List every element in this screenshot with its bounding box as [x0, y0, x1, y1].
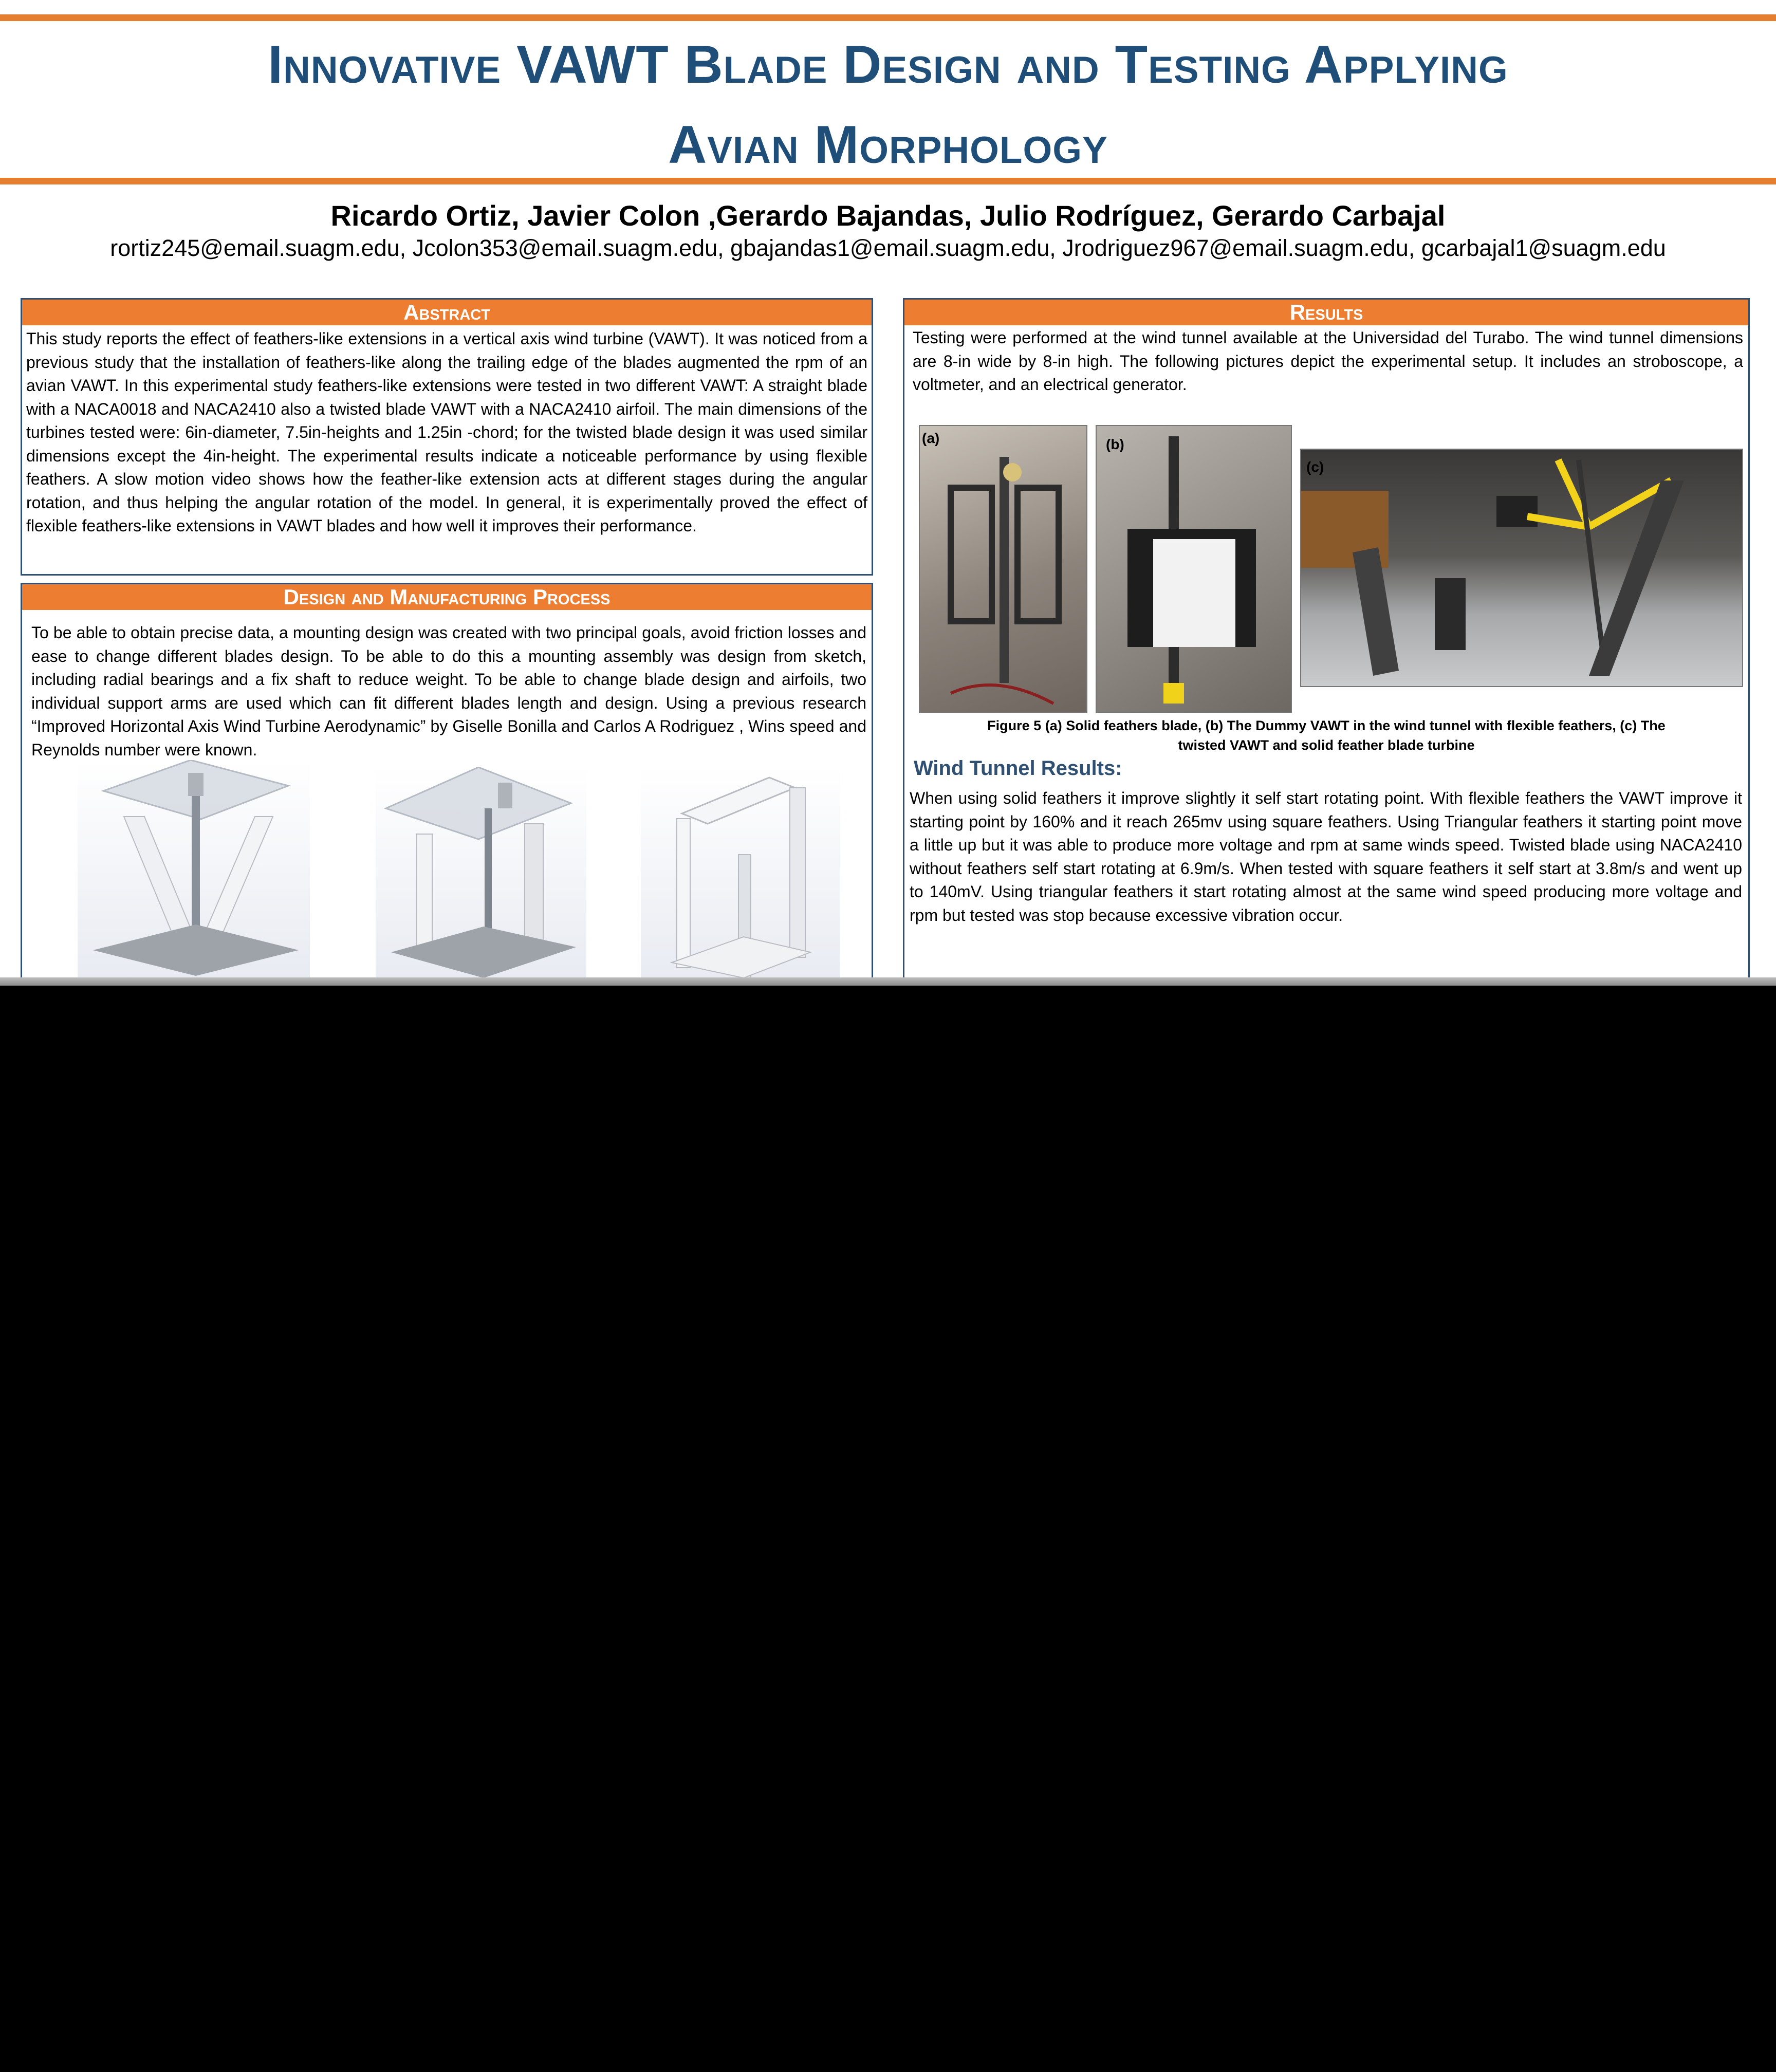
- photo-c-twisted-vawt: [1300, 449, 1743, 687]
- cad-render-dummy-vawt: [376, 767, 586, 981]
- screen-divider-strip: [0, 977, 1776, 986]
- results-panel: [903, 298, 1750, 982]
- design-panel: [21, 583, 873, 982]
- title-line-1: Innovative VAWT Blade Design and Testing Applying: [268, 35, 1508, 95]
- photo-b-dummy-vawt-tunnel: [1096, 425, 1292, 713]
- abstract-text: This study reports the effect of feathers-like extensions in a vertical axis wind turbine (VAWT). It was noticed from a previous study that the installation of feathers-like along the trailing edge of the blades augmented the rpm of an avian VAWT. In this experimental study feathers-like extensions were tested in two different VAWT: A straight blade with a NACA0018 and NACA2410 also a twisted blade VAWT with a NACA2410 airfoil. The main dimensions of the turbines tested were: 6in-diameter, 7.5in-heights and 1.25in -chord; for the twisted blade design it was used similar dimensions except the 4in-height. The experimental results indicate a noticeable performance by using flexible feathers. A slow motion video shows how the feather-like extension acts at different stages during the angular rotation, and thus helping the angular rotation of the model. In general, it is experimentally proved the effect of flexible feathers-like extensions in VAWT blades and how well it improves their performance.: [26, 329, 867, 535]
- photo-b-label: (b): [1106, 436, 1124, 452]
- caption-line-1: Figure 5 (a) Solid feathers blade, (b) The Dummy VAWT in the wind tunnel with flexible feathers, (c) The: [987, 718, 1666, 733]
- poster-page: [0, 0, 1776, 982]
- photo-a-solid-feathers-blade: [919, 425, 1087, 713]
- photo-c-label: (c): [1306, 459, 1324, 475]
- abstract-heading: Abstract: [22, 300, 872, 325]
- design-text: To be able to obtain precise data, a mounting design was created with two principal goals, avoid friction losses and ease to change different blades design. To be able to do this a mounting assembly was design from sketch, including radial bearings and a fix shaft to reduce weight. To be able to change blade design and airfoils, two individual support arms are used which can fit different blades length and design. Using a previous research “Improved Horizontal Axis Wind Turbine Aerodynamic” by Giselle Bonilla and Carlos A Rodriguez , Wins speed and Reynolds number were known.: [31, 623, 866, 759]
- author-list: Ricardo Ortiz, Javier Colon ,Gerardo Bajandas, Julio Rodríguez, Gerardo Carbajal: [330, 199, 1446, 232]
- results-intro-text: Testing were performed at the wind tunnel available at the Universidad del Turabo. The wind tunnel dimensions are 8-in wide by 8-in high. The following pictures depict the experimental setup. It includes an stroboscope, a voltmeter, and an electrical generator.: [913, 328, 1743, 394]
- abstract-panel: [21, 298, 873, 576]
- top-orange-rule: [0, 14, 1776, 21]
- cad-render-blade-frame: [641, 767, 840, 981]
- caption-line-2: twisted VAWT and solid feather blade turbine: [1178, 737, 1475, 753]
- bottom-orange-rule: [0, 178, 1776, 184]
- wind-tunnel-results-text: When using solid feathers it improve slightly it self start rotating point. With flexible feathers the VAWT improve it starting point by 160% and it reach 265mv using square feathers. Using Triangular feathers it starting point move a little up but it was able to produce more voltage and rpm at same winds speed. Twisted blade using NACA2410 without feathers self start rotating at 6.9m/s. When tested with square feathers it self start at 3.8m/s and went up to 140mV. Using triangular feathers it start rotating almost at the same wind speed producing more voltage and rpm but tested was stop because excessive vibration occur.: [910, 789, 1742, 924]
- title-line-2: Avian Morphology: [668, 115, 1108, 175]
- wind-tunnel-results-subheading: Wind Tunnel Results:: [914, 757, 1122, 780]
- design-heading: Design and Manufacturing Process: [22, 584, 872, 610]
- author-emails: rortiz245@email.suagm.edu, Jcolon353@email.suagm.edu, gbajandas1@email.suagm.edu, Jrodriguez967@email.suagm.edu, gcarbajal1@suagm.edu: [110, 235, 1666, 261]
- photo-a-label: (a): [922, 430, 940, 446]
- results-heading: Results: [904, 300, 1748, 325]
- poster-title: [0, 25, 1776, 185]
- figure-5-caption: [904, 716, 1748, 755]
- cad-render-straight-blade: [78, 760, 310, 981]
